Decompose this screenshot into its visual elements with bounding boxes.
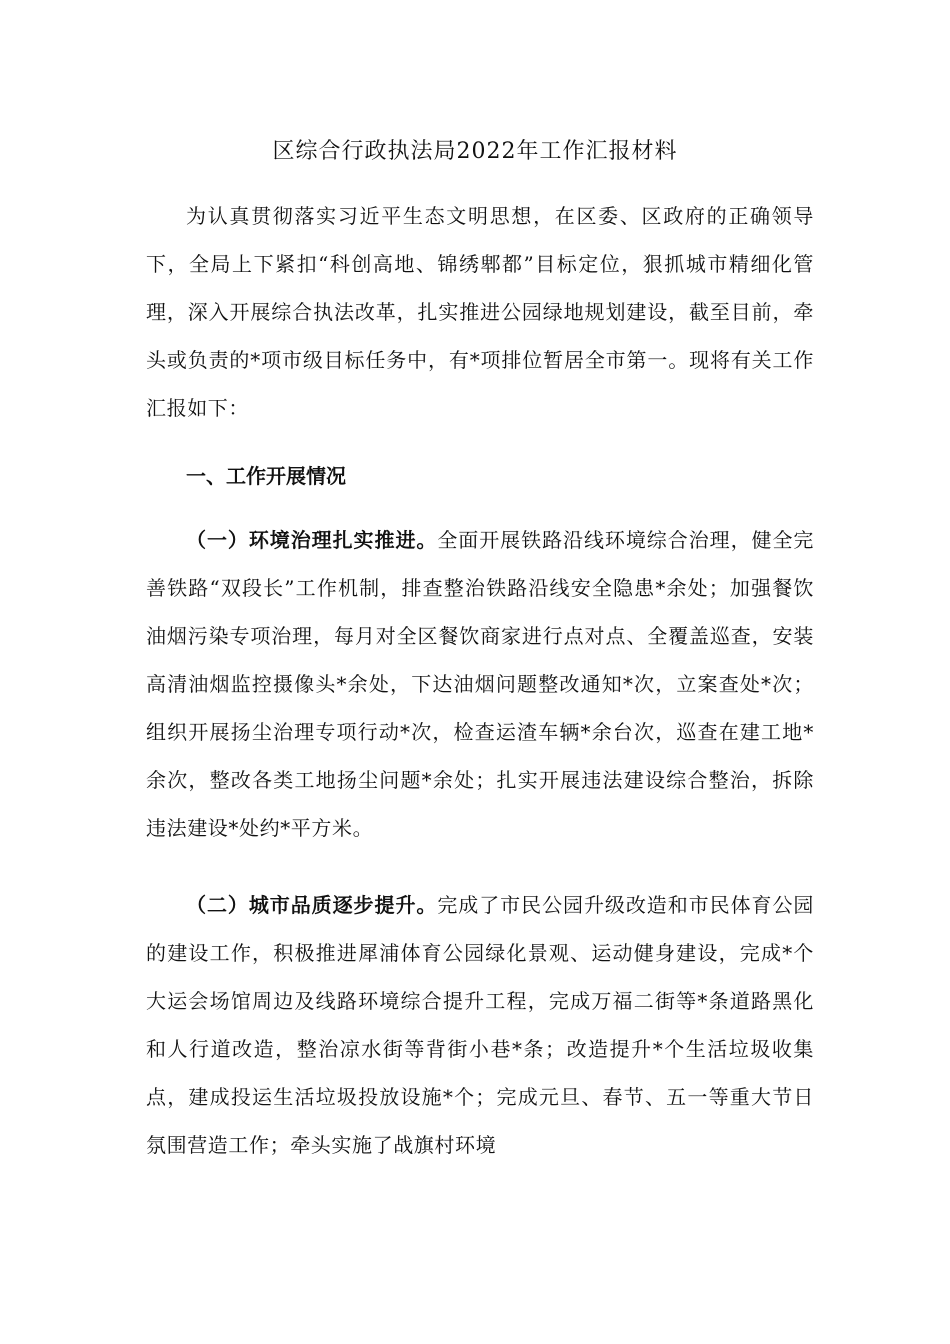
item-two-lead: （二）城市品质逐步提升。 [186,893,438,917]
intro-paragraph: 为认真贯彻落实习近平生态文明思想，在区委、区政府的正确领导下，全局上下紧扣“科创高地、锦绣郫都”目标定位，狠抓城市精细化管理，深入开展综合执法改革，扎实推进公园绿地规划建设，截至目前，牵头或负责的*项市级目标任务中，有*项排位暂居全市第一。现将有关工作汇报如下： [146,204,814,420]
item-two-body: 完成了市民公园升级改造和市民体育公园的建设工作，积极推进犀浦体育公园绿化景观、运动健身建设，完成*个大运会场馆周边及线路环境综合提升工程，完成万福二街等*条道路黑化和人行道改造，整治凉水街等背街小巷*条；改造提升*个生活垃圾收集点，建成投运生活垃圾投放设施*个；完成元旦、春节、五一等重大节日氛围营造工作；牵头实施了战旗村环境 [146,893,814,1157]
item-one-body: 全面开展铁路沿线环境综合治理，健全完善铁路“双段长”工作机制，排查整治铁路沿线安全隐患*余处；加强餐饮油烟污染专项治理，每月对全区餐饮商家进行点对点、全覆盖巡查，安装高清油烟监控摄像头*余处，下达油烟问题整改通知*次，立案查处*次；组织开展扬尘治理专项行动*次，检查运渣车辆*余台次，巡查在建工地*余次，整改各类工地扬尘问题*余处；扎实开展违法建设综合整治，拆除违法建设*处约*平方米。 [146,528,814,840]
item-one-lead: （一）环境治理扎实推进。 [186,528,438,552]
item-one-paragraph [146,516,814,852]
section-heading-work-progress: 一、工作开展情况 [186,464,346,488]
document-title: 区综合行政执法局2022年工作汇报材料 [272,139,678,164]
item-two-paragraph [146,881,814,1169]
